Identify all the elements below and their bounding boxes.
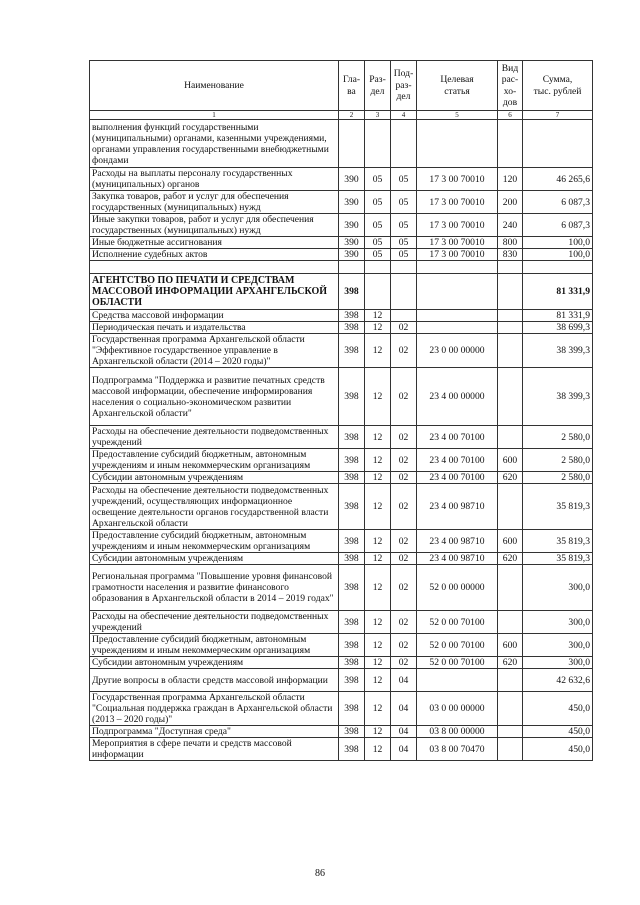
table-row — [90, 120, 593, 168]
header-article: Целевая статья — [417, 61, 498, 111]
row-vid: 800 — [498, 237, 523, 249]
row-podrazdel: 02 — [391, 368, 417, 426]
row-glava: 390 — [339, 191, 365, 214]
row-razdel: 05 — [365, 249, 391, 261]
row-article: 23 0 00 00000 — [417, 334, 498, 368]
row-podrazdel: 02 — [391, 565, 417, 611]
row-razdel: 12 — [365, 484, 391, 530]
row-podrazdel: 02 — [391, 530, 417, 553]
table-row — [90, 657, 593, 669]
table-row — [90, 634, 593, 657]
row-razdel: 12 — [365, 738, 391, 761]
row-sum: 300,0 — [523, 611, 593, 634]
row-glava: 398 — [339, 449, 365, 472]
row-name: Региональная программа "Повышение уровня финансовой грамотности населения и развитие финансового образования в Архангельской области в 2014 – 2019 годах" — [90, 565, 339, 611]
row-podrazdel: 04 — [391, 669, 417, 692]
row-article: 52 0 00 00000 — [417, 565, 498, 611]
row-podrazdel — [391, 274, 417, 310]
row-razdel: 12 — [365, 449, 391, 472]
row-glava: 398 — [339, 611, 365, 634]
row-article: 52 0 00 70100 — [417, 634, 498, 657]
page-number: 86 — [315, 868, 325, 879]
row-article: 17 3 00 70010 — [417, 249, 498, 261]
row-article: 17 3 00 70010 — [417, 191, 498, 214]
budget-table — [89, 60, 593, 761]
row-name: выполнения функций государственными (муниципальными) органами, казенными учреждениями, органами управления государственными внебюджетными фондами — [90, 120, 339, 168]
row-vid — [498, 611, 523, 634]
row-sum: 100,0 — [523, 237, 593, 249]
row-article — [417, 310, 498, 322]
row-razdel: 12 — [365, 334, 391, 368]
row-razdel: 12 — [365, 611, 391, 634]
row-article: 23 4 00 98710 — [417, 530, 498, 553]
row-razdel: 12 — [365, 565, 391, 611]
row-vid — [498, 310, 523, 322]
row-vid — [498, 426, 523, 449]
table-row — [90, 334, 593, 368]
row-sum: 2 580,0 — [523, 449, 593, 472]
table-row — [90, 565, 593, 611]
row-article — [417, 120, 498, 168]
row-glava: 398 — [339, 692, 365, 726]
row-name: Подпрограмма "Поддержка и развитие печатных средств массовой информации, обеспечение информирования населения о социально-экономическом развитии Архангельской области" — [90, 368, 339, 426]
table-row — [90, 449, 593, 472]
row-glava: 390 — [339, 168, 365, 191]
row-sum: 35 819,3 — [523, 553, 593, 565]
table-row — [90, 738, 593, 761]
row-vid: 620 — [498, 472, 523, 484]
table-body — [90, 120, 593, 761]
row-razdel — [365, 274, 391, 310]
row-vid — [498, 738, 523, 761]
row-vid: 600 — [498, 530, 523, 553]
row-glava: 398 — [339, 368, 365, 426]
row-razdel: 12 — [365, 472, 391, 484]
row-name: Иные бюджетные ассигнования — [90, 237, 339, 249]
row-razdel: 12 — [365, 553, 391, 565]
row-podrazdel — [391, 261, 417, 274]
row-sum: 450,0 — [523, 726, 593, 738]
row-sum: 6 087,3 — [523, 214, 593, 237]
row-name: Расходы на обеспечение деятельности подведомственных учреждений — [90, 426, 339, 449]
row-podrazdel: 02 — [391, 334, 417, 368]
row-razdel — [365, 261, 391, 274]
row-glava: 398 — [339, 565, 365, 611]
row-article: 03 8 00 70470 — [417, 738, 498, 761]
column-number: 3 — [365, 111, 391, 120]
row-name: Субсидии автономным учреждениям — [90, 472, 339, 484]
row-glava — [339, 261, 365, 274]
row-article — [417, 261, 498, 274]
row-vid — [498, 669, 523, 692]
spacer-row — [90, 261, 593, 274]
row-vid — [498, 322, 523, 334]
row-glava: 398 — [339, 553, 365, 565]
row-glava: 398 — [339, 530, 365, 553]
row-sum: 100,0 — [523, 249, 593, 261]
table-row — [90, 692, 593, 726]
row-article: 23 4 00 70100 — [417, 426, 498, 449]
row-razdel: 05 — [365, 237, 391, 249]
row-sum: 6 087,3 — [523, 191, 593, 214]
row-vid — [498, 692, 523, 726]
row-article — [417, 669, 498, 692]
row-sum: 42 632,6 — [523, 669, 593, 692]
row-glava: 390 — [339, 249, 365, 261]
row-razdel: 05 — [365, 168, 391, 191]
row-name: Периодическая печать и издательства — [90, 322, 339, 334]
row-sum: 35 819,3 — [523, 484, 593, 530]
row-glava: 398 — [339, 472, 365, 484]
row-sum — [523, 120, 593, 168]
row-glava: 398 — [339, 322, 365, 334]
row-sum: 35 819,3 — [523, 530, 593, 553]
row-article: 17 3 00 70010 — [417, 237, 498, 249]
row-sum: 450,0 — [523, 738, 593, 761]
column-number: 5 — [417, 111, 498, 120]
row-glava: 398 — [339, 334, 365, 368]
row-podrazdel: 05 — [391, 237, 417, 249]
row-article: 17 3 00 70010 — [417, 214, 498, 237]
row-name: Другие вопросы в области средств массовой информации — [90, 669, 339, 692]
table-row — [90, 426, 593, 449]
row-podrazdel: 05 — [391, 249, 417, 261]
row-podrazdel: 05 — [391, 191, 417, 214]
row-glava: 398 — [339, 726, 365, 738]
header-razdel: Раз- дел — [365, 61, 391, 111]
row-glava: 398 — [339, 274, 365, 310]
row-glava: 390 — [339, 214, 365, 237]
row-razdel: 12 — [365, 692, 391, 726]
row-name — [90, 261, 339, 274]
row-podrazdel: 02 — [391, 611, 417, 634]
row-name: Расходы на обеспечение деятельности подведомственных учреждений — [90, 611, 339, 634]
row-article: 23 4 00 70100 — [417, 472, 498, 484]
row-vid: 830 — [498, 249, 523, 261]
row-name: Субсидии автономным учреждениям — [90, 657, 339, 669]
column-number-row — [90, 111, 593, 120]
row-name: Мероприятия в сфере печати и средств массовой информации — [90, 738, 339, 761]
row-podrazdel: 02 — [391, 426, 417, 449]
row-vid: 600 — [498, 634, 523, 657]
row-vid — [498, 274, 523, 310]
row-razdel: 12 — [365, 322, 391, 334]
row-article: 52 0 00 70100 — [417, 657, 498, 669]
row-podrazdel: 02 — [391, 553, 417, 565]
table-row — [90, 322, 593, 334]
row-razdel: 12 — [365, 368, 391, 426]
row-podrazdel: 02 — [391, 657, 417, 669]
row-podrazdel: 02 — [391, 634, 417, 657]
row-name: Расходы на обеспечение деятельности подведомственных учреждений, осуществляющих информационное освещение деятельности органов государственной власти Архангельской области — [90, 484, 339, 530]
row-podrazdel: 04 — [391, 738, 417, 761]
table-row — [90, 237, 593, 249]
row-sum: 81 331,9 — [523, 310, 593, 322]
row-article — [417, 274, 498, 310]
row-glava: 398 — [339, 484, 365, 530]
header-podrazdel: Под- раз- дел — [391, 61, 417, 111]
row-name: Субсидии автономным учреждениям — [90, 553, 339, 565]
row-podrazdel — [391, 310, 417, 322]
row-name: АГЕНТСТВО ПО ПЕЧАТИ И СРЕДСТВАМ МАССОВОЙ ИНФОРМАЦИИ АРХАНГЕЛЬСКОЙ ОБЛАСТИ — [90, 274, 339, 310]
row-podrazdel: 04 — [391, 726, 417, 738]
header-vid: Вид рас- хо- дов — [498, 61, 523, 111]
row-vid — [498, 565, 523, 611]
row-article: 17 3 00 70010 — [417, 168, 498, 191]
row-sum — [523, 261, 593, 274]
row-podrazdel: 04 — [391, 692, 417, 726]
row-name: Государственная программа Архангельской области "Социальная поддержка граждан в Архангельской области (2013 – 2020 годы)" — [90, 692, 339, 726]
row-glava: 398 — [339, 310, 365, 322]
row-vid — [498, 120, 523, 168]
header-row — [90, 61, 593, 111]
column-number: 4 — [391, 111, 417, 120]
column-number: 7 — [523, 111, 593, 120]
row-sum: 46 265,6 — [523, 168, 593, 191]
row-razdel: 12 — [365, 634, 391, 657]
table-row — [90, 274, 593, 310]
row-article: 03 0 00 00000 — [417, 692, 498, 726]
row-vid: 620 — [498, 657, 523, 669]
row-sum: 300,0 — [523, 634, 593, 657]
table-row — [90, 191, 593, 214]
row-sum: 38 399,3 — [523, 368, 593, 426]
row-razdel: 12 — [365, 657, 391, 669]
table-row — [90, 168, 593, 191]
row-glava: 390 — [339, 237, 365, 249]
header-name: Наименование — [90, 61, 339, 111]
row-sum: 38 699,3 — [523, 322, 593, 334]
row-glava: 398 — [339, 634, 365, 657]
row-podrazdel — [391, 120, 417, 168]
row-sum: 450,0 — [523, 692, 593, 726]
table-row — [90, 368, 593, 426]
row-podrazdel: 02 — [391, 449, 417, 472]
row-sum: 300,0 — [523, 565, 593, 611]
table-row — [90, 669, 593, 692]
row-name: Исполнение судебных актов — [90, 249, 339, 261]
table-row — [90, 249, 593, 261]
row-name: Государственная программа Архангельской области "Эффективное государственное управление в Архангельской области (2014 – 2020 годы)" — [90, 334, 339, 368]
row-razdel: 05 — [365, 214, 391, 237]
row-glava: 398 — [339, 657, 365, 669]
row-razdel: 12 — [365, 530, 391, 553]
row-podrazdel: 02 — [391, 322, 417, 334]
table-row — [90, 553, 593, 565]
row-razdel: 12 — [365, 669, 391, 692]
row-glava: 398 — [339, 669, 365, 692]
row-vid: 200 — [498, 191, 523, 214]
row-sum: 81 331,9 — [523, 274, 593, 310]
row-sum: 2 580,0 — [523, 472, 593, 484]
row-name: Закупка товаров, работ и услуг для обеспечения государственных (муниципальных) нужд — [90, 191, 339, 214]
column-number: 6 — [498, 111, 523, 120]
row-vid — [498, 261, 523, 274]
table-row — [90, 484, 593, 530]
row-razdel — [365, 120, 391, 168]
row-article: 23 4 00 98710 — [417, 484, 498, 530]
row-razdel: 12 — [365, 426, 391, 449]
row-glava — [339, 120, 365, 168]
row-name: Средства массовой информации — [90, 310, 339, 322]
row-article: 23 4 00 00000 — [417, 368, 498, 426]
row-podrazdel: 02 — [391, 484, 417, 530]
table-row — [90, 726, 593, 738]
table-row — [90, 530, 593, 553]
row-name: Расходы на выплаты персоналу государственных (муниципальных) органов — [90, 168, 339, 191]
row-vid — [498, 484, 523, 530]
row-glava: 398 — [339, 738, 365, 761]
row-name: Предоставление субсидий бюджетным, автономным учреждениям и иным некоммерческим организациям — [90, 449, 339, 472]
header-sum: Сумма, тыс. рублей — [523, 61, 593, 111]
row-sum: 300,0 — [523, 657, 593, 669]
row-sum: 38 399,3 — [523, 334, 593, 368]
row-name: Предоставление субсидий бюджетным, автономным учреждениям и иным некоммерческим организациям — [90, 634, 339, 657]
row-razdel: 12 — [365, 310, 391, 322]
table-row — [90, 611, 593, 634]
table-row — [90, 214, 593, 237]
row-vid: 600 — [498, 449, 523, 472]
row-vid — [498, 368, 523, 426]
row-article: 03 8 00 00000 — [417, 726, 498, 738]
row-name: Иные закупки товаров, работ и услуг для обеспечения государственных (муниципальных) нужд — [90, 214, 339, 237]
row-sum: 2 580,0 — [523, 426, 593, 449]
column-number: 1 — [90, 111, 339, 120]
row-podrazdel: 05 — [391, 168, 417, 191]
row-name: Подпрограмма "Доступная среда" — [90, 726, 339, 738]
row-article: 23 4 00 98710 — [417, 553, 498, 565]
row-podrazdel: 02 — [391, 472, 417, 484]
row-vid — [498, 334, 523, 368]
row-glava: 398 — [339, 426, 365, 449]
row-razdel: 05 — [365, 191, 391, 214]
table-row — [90, 310, 593, 322]
header-glava: Гла- ва — [339, 61, 365, 111]
row-vid — [498, 726, 523, 738]
row-razdel: 12 — [365, 726, 391, 738]
row-vid: 120 — [498, 168, 523, 191]
row-article: 52 0 00 70100 — [417, 611, 498, 634]
row-vid: 240 — [498, 214, 523, 237]
row-podrazdel: 05 — [391, 214, 417, 237]
row-vid: 620 — [498, 553, 523, 565]
row-name: Предоставление субсидий бюджетным, автономным учреждениям и иным некоммерческим организациям — [90, 530, 339, 553]
column-number: 2 — [339, 111, 365, 120]
table-row — [90, 472, 593, 484]
row-article: 23 4 00 70100 — [417, 449, 498, 472]
row-article — [417, 322, 498, 334]
